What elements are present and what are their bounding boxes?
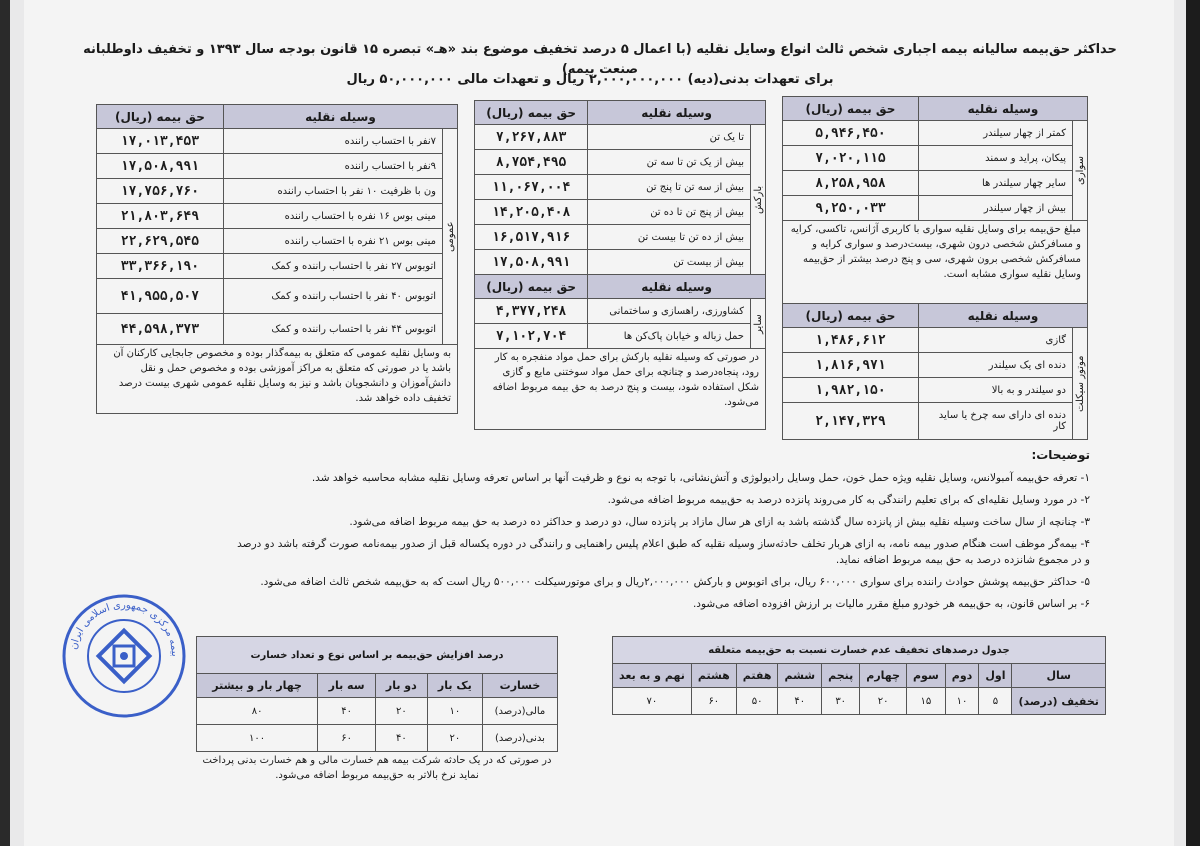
row-label: مالی(درصد)	[482, 698, 557, 725]
discount-header: تخفیف (درصد)	[1012, 688, 1105, 715]
table-row	[475, 250, 766, 275]
premium-value: ۱۱,۰۶۷,۰۰۴	[475, 175, 588, 200]
document-title: حداکثر حق‌بیمه سالیانه بیمه اجباری شخص ثالث انواع وسایل نقلیه (با اعمال ۵ درصد تخفیف موضوع بند «هـ» تبصره ۱۵ قانون بودجه سال ۱۳۹۳ و تخفیف داوطلبانه صنعت بیمه)	[83, 42, 1117, 77]
premium-value: ۱,۴۸۶,۶۱۲	[783, 328, 919, 353]
table-row	[97, 254, 458, 279]
row-label: بدنی(درصد)	[482, 725, 557, 752]
vehicle-header: وسیله نقلیه	[588, 275, 766, 299]
year-cell: پنجم	[822, 664, 860, 688]
col-header: خسارت	[482, 674, 557, 698]
vehicle-label: کشاورزی، راهسازی و ساختمانی	[588, 299, 751, 324]
premium-value: ۱۷,۷۵۶,۷۶۰	[97, 179, 224, 204]
discount-block	[612, 636, 1099, 715]
premium-value: ۸,۷۵۴,۴۹۵	[475, 150, 588, 175]
year-cell: سوم	[907, 664, 946, 688]
omoomi-note: به وسایل نقلیه عمومی که متعلق به بیمه‌گذار بوده و مخصوص جابجایی کارکنان آن باشد یا در صورتی که متعلق به مراکز آموزشی بوده و مخصوص حمل و نقل دانش‌آموزان و دانشجویان باشد و نیز به وسایل نقلیه عمومی شهری بیست درصد تخفیف داده خواهد شد.	[97, 345, 458, 414]
increase-value: ۴۰	[375, 725, 427, 752]
table-row	[783, 353, 1088, 378]
premium-header: حق بیمه (ریال)	[475, 275, 588, 299]
barkesh-block	[474, 100, 766, 430]
premium-value: ۲,۱۴۷,۳۲۹	[783, 403, 919, 440]
year-cell: هفتم	[736, 664, 778, 688]
table-row	[97, 279, 458, 314]
col-header: سه بار	[318, 674, 376, 698]
vehicle-label: دنده ای دارای سه چرخ یا ساید کار	[918, 403, 1072, 440]
table-row	[613, 688, 1106, 715]
premium-value: ۵,۹۴۶,۴۵۰	[783, 121, 919, 146]
notes-section	[230, 448, 1090, 618]
discount-value: ۴۰	[778, 688, 822, 715]
discount-value: ۲۰	[860, 688, 907, 715]
vehicle-header: وسیله نقلیه	[588, 101, 766, 125]
savari-block	[782, 96, 1088, 440]
discount-value: ۵۰	[736, 688, 778, 715]
scan-edge-left	[0, 0, 10, 846]
col-header: چهار بار و بیشتر	[197, 674, 318, 698]
document-subtitle: برای تعهدات بدنی(دیه) ۲,۰۰۰,۰۰۰,۰۰۰ ریال و تعهدات مالی ۵۰,۰۰۰,۰۰۰ ریال	[346, 72, 834, 87]
year-cell: دوم	[945, 664, 979, 688]
vehicle-label: بیش از بیست تن	[588, 250, 751, 275]
premium-value: ۱۶,۵۱۷,۹۱۶	[475, 225, 588, 250]
premium-value: ۷,۰۲۰,۱۱۵	[783, 146, 919, 171]
premium-value: ۷,۱۰۲,۷۰۴	[475, 324, 588, 349]
note-item: ۲- در مورد وسایل نقلیه‌ای که برای تعلیم رانندگی به کار می‌روند پانزده درصد به حق‌بیمه مربوط اضافه می‌شود.	[607, 494, 1090, 506]
table-row	[783, 378, 1088, 403]
table-row	[97, 229, 458, 254]
col-header: یک بار	[427, 674, 482, 698]
vehicle-label: حمل زباله و خیابان پاک‌کن ها	[588, 324, 751, 349]
increase-caption: درصد افزایش حق‌بیمه بر اساس نوع و تعداد خسارت	[197, 637, 558, 674]
note-item: ۱- تعرفه حق‌بیمه آمبولانس، وسایل نقلیه ویژه حمل خون، حمل وسایل رادیولوژی و آتش‌نشانی، با توجه به نوع و ظرفیت آنها بر اساس تعرفه وسایل نقلیه مشابه محاسبه خواهد شد.	[311, 472, 1090, 484]
vehicle-label: بیش از یک تن تا سه تن	[588, 150, 751, 175]
increase-table	[196, 636, 558, 796]
table-row	[613, 664, 1106, 688]
increase-value: ۲۰	[427, 725, 482, 752]
vehicle-label: ون با ظرفیت ۱۰ نفر با احتساب راننده	[223, 179, 442, 204]
discount-table	[612, 636, 1106, 715]
premium-value: ۸,۲۵۸,۹۵۸	[783, 171, 919, 196]
table-row	[197, 698, 558, 725]
table-row	[783, 171, 1088, 196]
table-row	[783, 146, 1088, 171]
year-cell: چهارم	[860, 664, 907, 688]
increase-value: ۶۰	[318, 725, 376, 752]
vehicle-label: اتوبوس ۴۰ نفر با احتساب راننده و کمک	[223, 279, 442, 314]
premium-value: ۷,۲۶۷,۸۸۳	[475, 125, 588, 150]
discount-value: ۵	[979, 688, 1012, 715]
table-row	[475, 150, 766, 175]
table-row	[475, 200, 766, 225]
premium-value: ۱۷,۰۱۳,۴۵۳	[97, 129, 224, 154]
vehicle-header: وسیله نقلیه	[918, 304, 1087, 328]
premium-value: ۳۳,۳۶۶,۱۹۰	[97, 254, 224, 279]
vehicle-label: پیکان، پراید و سمند	[918, 146, 1072, 171]
vehicle-label: دنده ای یک سیلندر	[918, 353, 1072, 378]
premium-value: ۱۷,۵۰۸,۹۹۱	[97, 154, 224, 179]
premium-header: حق بیمه (ریال)	[783, 304, 919, 328]
premium-value: ۱۴,۲۰۵,۴۰۸	[475, 200, 588, 225]
scan-edge-right	[1186, 0, 1200, 846]
increase-note: در صورتی که در یک حادثه شرکت بیمه هم خسارت مالی و هم خسارت بدنی پرداخت نماید نرخ بالاتر به حق‌بیمه مربوط اضافه می‌شود.	[197, 752, 558, 797]
note-item: ۶- بر اساس قانون، به حق‌بیمه هر خودرو مبلغ مقرر مالیات بر ارزش افزوده اضافه می‌شود.	[692, 598, 1090, 610]
premium-value: ۱,۸۱۶,۹۷۱	[783, 353, 919, 378]
premium-value: ۴۱,۹۵۵,۵۰۷	[97, 279, 224, 314]
table-row	[475, 175, 766, 200]
barkesh-table	[474, 100, 766, 430]
note-item: ۳- چنانچه از سال ساخت وسیله نقلیه بیش از پانزده سال گذشته باشد به ازای هر سال مازاد بر پانزده سال، دو درصد و حداکثر ده درصد به حق بیمه مربوط اضافه می‌شود.	[349, 516, 1090, 528]
savari-note: مبلغ حق‌بیمه برای وسایل نقلیه سواری با کاربری آژانس، تاکسی، کرایه و مسافرکش شخصی درون شهری، بیست‌درصد و سواری کرایه و مسافرکش شخصی برون شهری، سی و پنج درصد بیشتر از حق‌بیمه وسایل نقلیه سواری مشابه است.	[783, 221, 1088, 304]
vehicle-header: وسیله نقلیه	[223, 105, 457, 129]
vehicle-label: ۹نفر با احتساب راننده	[223, 154, 442, 179]
increase-value: ۴۰	[318, 698, 376, 725]
table-row	[97, 154, 458, 179]
note-item: ۵- حداکثر حق‌بیمه پوشش حوادث راننده برای سواری ۶۰۰,۰۰۰ ریال، برای اتوبوس و بارکش ۲,۰۰۰,۰۰۰ریال و برای موتورسیکلت ۵۰۰,۰۰۰ ریال است که به حق‌بیمه شخص ثالث اضافه می‌شود.	[260, 576, 1090, 588]
discount-value: ۷۰	[613, 688, 692, 715]
table-row	[783, 121, 1088, 146]
vehicle-label: ۷نفر با احتساب راننده	[223, 129, 442, 154]
discount-value: ۶۰	[691, 688, 736, 715]
table-row	[97, 129, 458, 154]
table-row	[475, 225, 766, 250]
vehicle-label: بیش از ده تن تا بیست تن	[588, 225, 751, 250]
vehicle-label: بیش از چهار سیلندر	[918, 196, 1072, 221]
vehicle-label: بیش از سه تن تا پنج تن	[588, 175, 751, 200]
group-label: عمومی	[443, 129, 458, 345]
increase-value: ۲۰	[375, 698, 427, 725]
increase-block	[196, 636, 558, 796]
discount-caption: جدول درصدهای تخفیف عدم خسارت نسبت به حق‌بیمه متعلقه	[613, 637, 1106, 664]
premium-value: ۱۷,۵۰۸,۹۹۱	[475, 250, 588, 275]
year-cell: ششم	[778, 664, 822, 688]
group-label: سواری	[1073, 121, 1088, 221]
savari-table	[782, 96, 1088, 440]
vehicle-label: مینی بوس ۲۱ نفره با احتساب راننده	[223, 229, 442, 254]
premium-header: حق بیمه (ریال)	[475, 101, 588, 125]
discount-value: ۱۰	[945, 688, 979, 715]
premium-value: ۹,۲۵۰,۰۳۳	[783, 196, 919, 221]
year-header: سال	[1012, 664, 1105, 688]
group-label: موتور سیکلت	[1073, 328, 1088, 440]
vehicle-label: گازی	[918, 328, 1072, 353]
notes-heading: توضیحات:	[1031, 448, 1090, 462]
table-row	[783, 403, 1088, 440]
official-seal-icon	[60, 592, 188, 720]
premium-header: حق بیمه (ریال)	[97, 105, 224, 129]
premium-value: ۲۱,۸۰۳,۶۴۹	[97, 204, 224, 229]
col-header: دو بار	[375, 674, 427, 698]
table-row	[783, 328, 1088, 353]
svg-text:بیمه مرکزی جمهوری اسلامی ایران: بیمه مرکزی جمهوری اسلامی ایران	[68, 599, 181, 657]
premium-header: حق بیمه (ریال)	[783, 97, 919, 121]
omoomi-table	[96, 104, 458, 414]
discount-value: ۱۵	[907, 688, 946, 715]
group-label: سایر	[751, 299, 766, 349]
table-row	[475, 324, 766, 349]
vehicle-label: تا یک تن	[588, 125, 751, 150]
table-row	[197, 674, 558, 698]
table-row	[475, 125, 766, 150]
premium-value: ۱,۹۸۲,۱۵۰	[783, 378, 919, 403]
premium-value: ۲۲,۶۲۹,۵۴۵	[97, 229, 224, 254]
vehicle-label: اتوبوس ۲۷ نفر با احتساب راننده و کمک	[223, 254, 442, 279]
table-row	[475, 299, 766, 324]
year-cell: اول	[979, 664, 1012, 688]
increase-value: ۱۰۰	[197, 725, 318, 752]
vehicle-label: مینی بوس ۱۶ نفره با احتساب راننده	[223, 204, 442, 229]
year-cell: هشتم	[691, 664, 736, 688]
premium-value: ۴,۳۷۷,۲۴۸	[475, 299, 588, 324]
sayer-note: در صورتی که وسیله نقلیه بارکش برای حمل مواد منفجره به کار رود، پنجاه‌درصد و چنانچه برای حمل مواد سوختنی مایع و گازی شکل استفاده شود، بیست و پنج درصد به حق بیمه مربوط اضافه می‌شود.	[475, 349, 766, 430]
premium-value: ۴۴,۵۹۸,۳۷۳	[97, 314, 224, 345]
omoomi-block	[96, 104, 458, 414]
vehicle-label: بیش از پنج تن تا ده تن	[588, 200, 751, 225]
table-row	[97, 204, 458, 229]
vehicle-header: وسیله نقلیه	[918, 97, 1087, 121]
table-row	[197, 725, 558, 752]
vehicle-label: کمتر از چهار سیلندر	[918, 121, 1072, 146]
table-row	[97, 179, 458, 204]
table-row	[783, 196, 1088, 221]
increase-value: ۸۰	[197, 698, 318, 725]
note-item: ۴- بیمه‌گر موظف است هنگام صدور بیمه نامه، به ازای هربار تخلف حادثه‌ساز وسیله نقلیه که طبق اعلام پلیس راهنمایی و رانندگی در دوره یکساله قبل از صدور بیمه‌نامه صورت گرفته باشد دو درصد و در مجموع شانزده درصد به حق بیمه مربوط اضافه نماید.	[237, 538, 1090, 566]
increase-value: ۱۰	[427, 698, 482, 725]
table-row	[97, 314, 458, 345]
vehicle-label: اتوبوس ۴۴ نفر با احتساب راننده و کمک	[223, 314, 442, 345]
vehicle-label: سایر چهار سیلندر ها	[918, 171, 1072, 196]
group-label: بارکش	[751, 125, 766, 275]
year-cell: نهم و به بعد	[613, 664, 692, 688]
discount-value: ۳۰	[822, 688, 860, 715]
vehicle-label: دو سیلندر و به بالا	[918, 378, 1072, 403]
